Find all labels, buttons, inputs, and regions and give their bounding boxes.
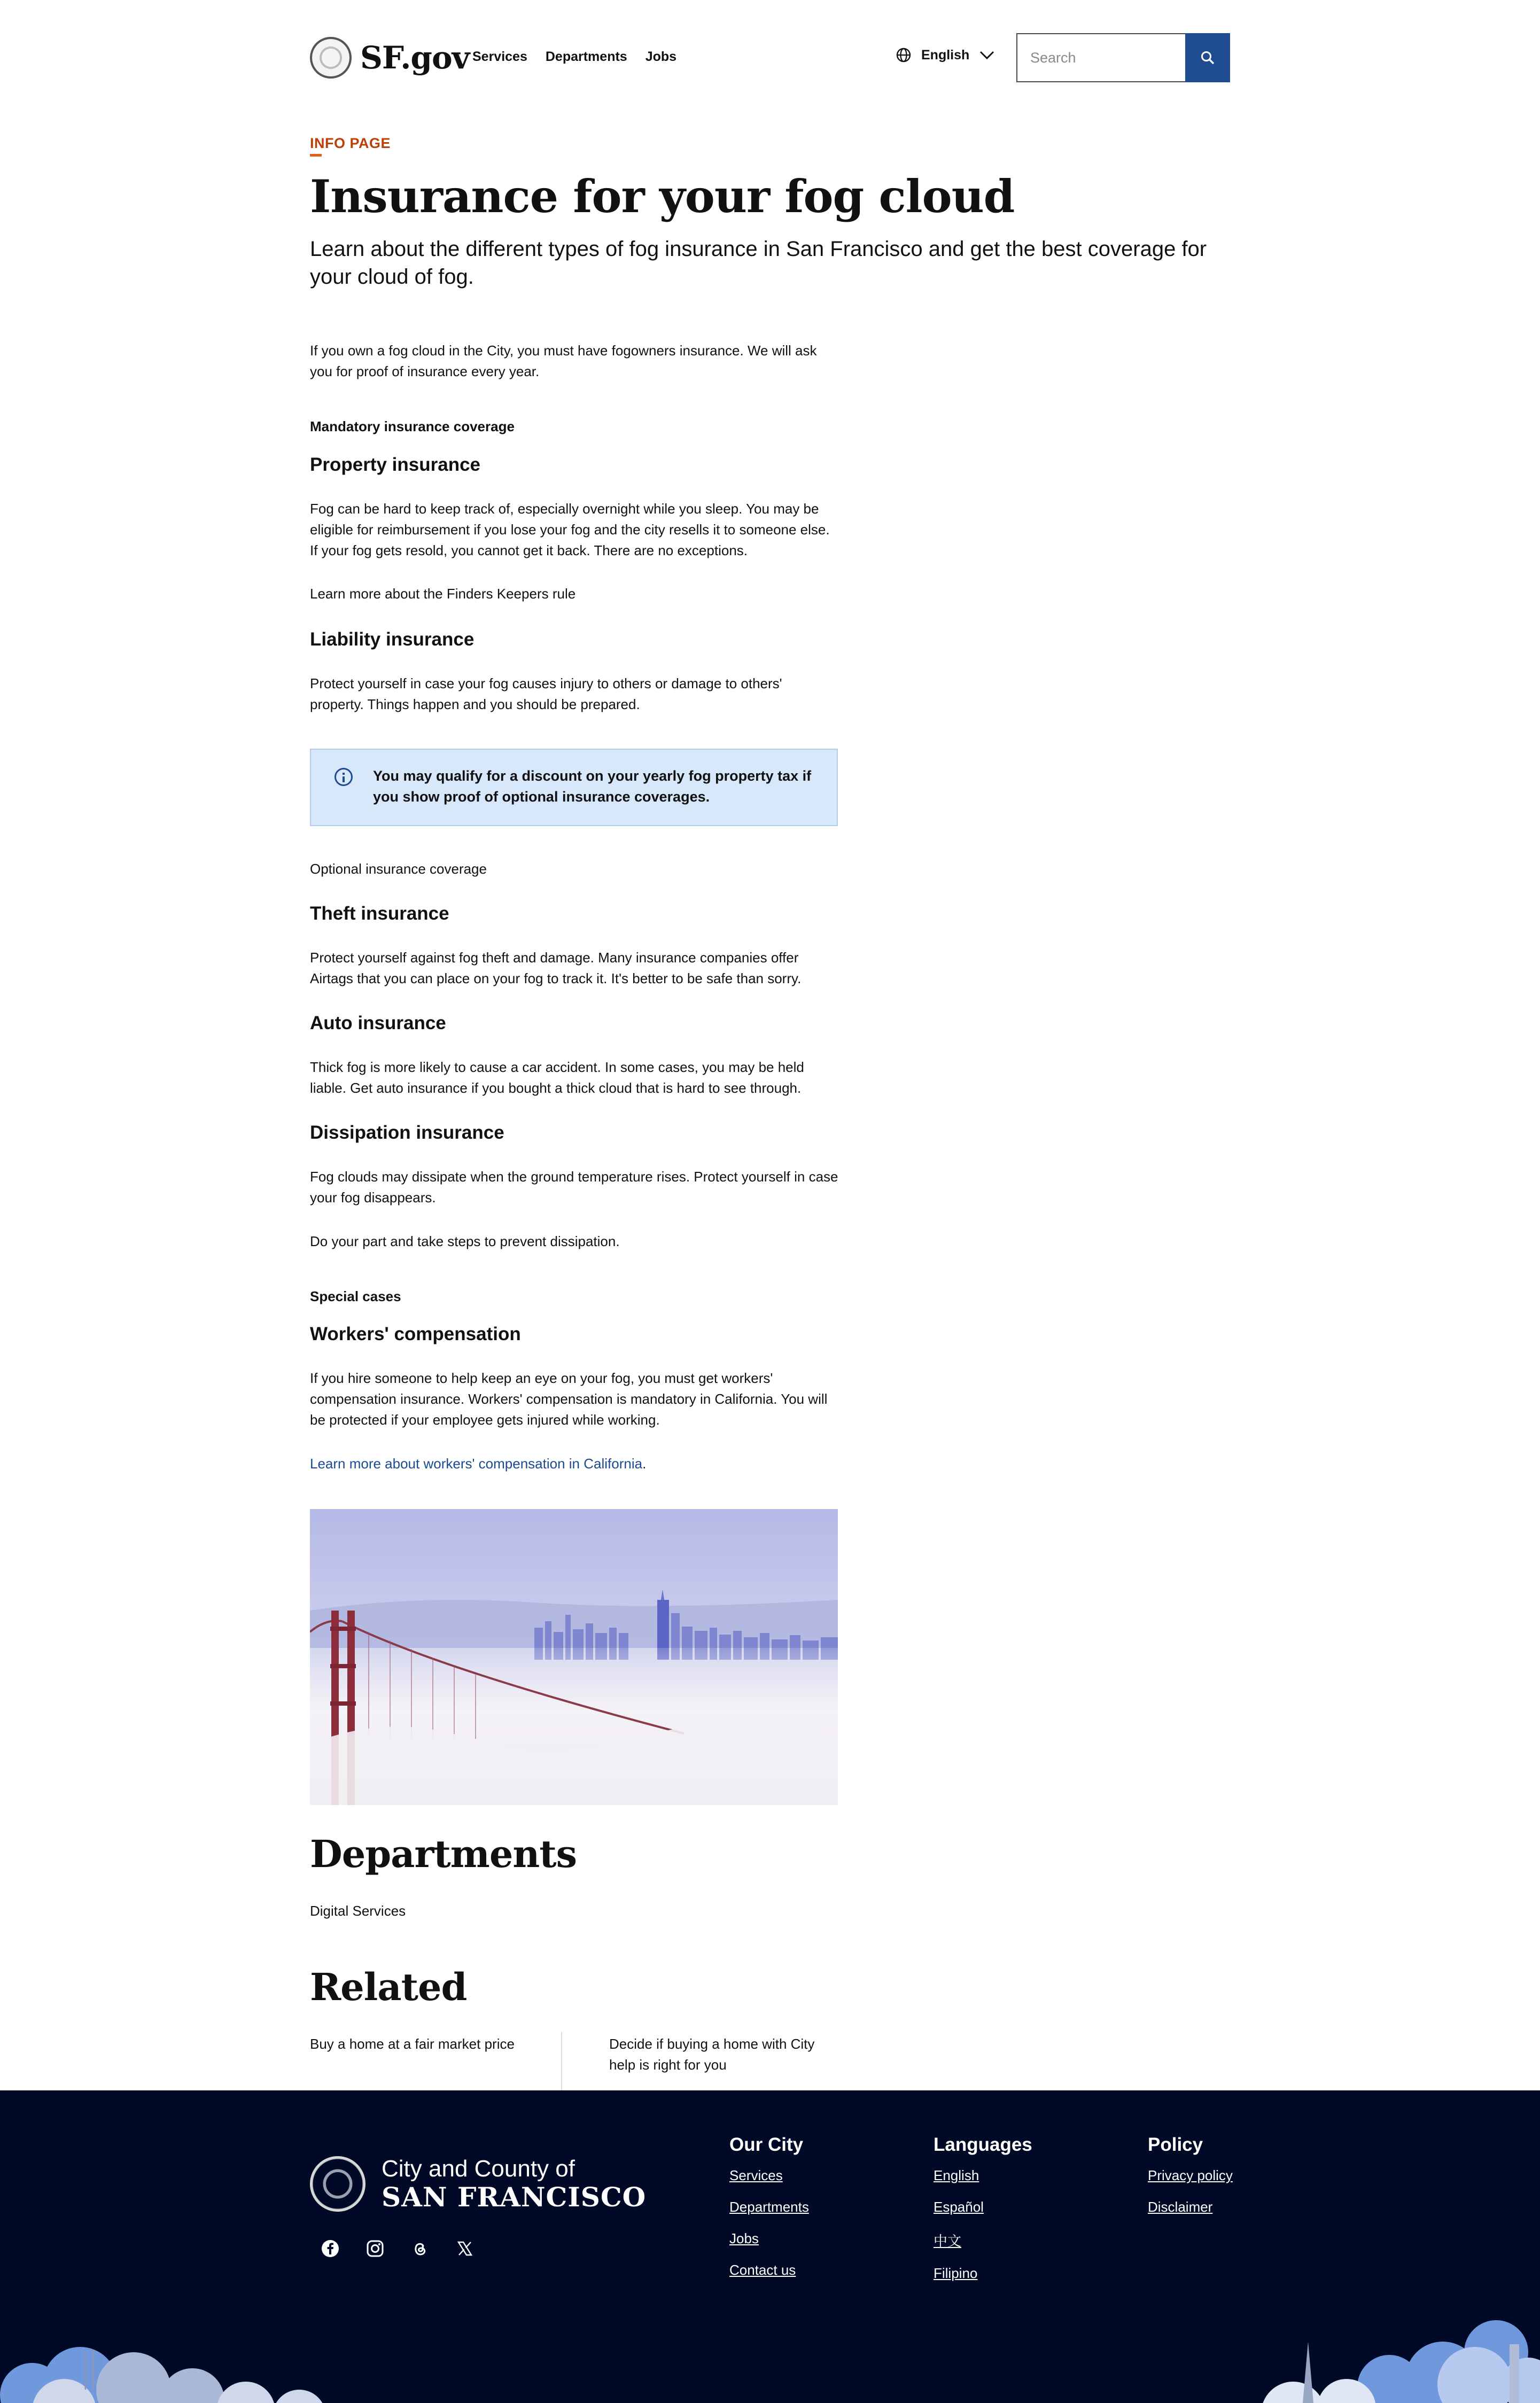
site-header [310,33,1230,82]
intro-paragraph: If you own a fog cloud in the City, you must have fogowners insurance. We will ask you for proof of insurance every year. [310,343,817,379]
logo-text: SF.gov [360,40,470,76]
footer-link-departments[interactable]: Departments [729,2199,809,2215]
x-icon[interactable] [455,2239,475,2258]
golden-gate-fog-photo [310,1509,838,1805]
footer-col-policy [1148,2134,1233,2230]
related-divider [561,2032,562,2091]
footer-link-filipino[interactable]: Filipino [934,2265,978,2281]
site-footer [0,2090,1540,2403]
footer-link-chinese[interactable]: 中文 [934,2233,962,2249]
nav-jobs[interactable]: Jobs [645,49,677,64]
page-type-label: INFO PAGE [310,135,391,151]
facebook-icon[interactable] [321,2239,340,2258]
theft-heading: Theft insurance [310,903,449,924]
departments-heading: Departments [310,1832,577,1876]
optional-heading: Optional insurance coverage [310,861,487,877]
special-cases-heading: Special cases [310,1288,401,1304]
liability-paragraph: Protect yourself in case your fog causes injury to others or damage to others' property. Things happen and you should be prepared. [310,675,782,712]
discount-callout [310,749,838,826]
city-seal-icon [310,2156,365,2212]
eyebrow-underline [310,154,322,157]
footer-link-espanol[interactable]: Español [934,2199,984,2215]
footer-link-services[interactable]: Services [729,2167,783,2183]
site-logo[interactable] [310,35,469,80]
search-button[interactable] [1185,33,1230,82]
dissipation-paragraph: Fog clouds may dissipate when the ground temperature rises. Protect yourself in case your fog disappears. [310,1169,838,1206]
main-nav [472,49,676,65]
fog-skyline-illustration [310,1509,838,1805]
auto-paragraph: Thick fog is more likely to cause a car accident. In some cases, you may be held liable. Get auto insurance if you bought a thick cloud that is hard to see through. [310,1059,804,1096]
footer-col-our-city [729,2134,809,2293]
mandatory-heading: Mandatory insurance coverage [310,418,515,434]
auto-heading: Auto insurance [310,1013,446,1033]
footer-heading-policy: Policy [1148,2134,1203,2155]
language-label: English [921,47,970,63]
footer-link-english[interactable]: English [934,2167,979,2183]
search-form [1016,33,1230,82]
chevron-down-icon [979,50,995,60]
property-heading: Property insurance [310,454,480,475]
footer-logo-line1: City and County of [382,2156,575,2182]
footer-heading-languages: Languages [934,2134,1032,2155]
page-subtitle: Learn about the different types of fog insurance in San Francisco and get the best coverage for your cloud of fog. [310,237,1207,289]
dissipation-paragraph-2: Do your part and take steps to prevent dissipation. [310,1233,620,1249]
workers-comp-heading: Workers' compensation [310,1324,521,1344]
liability-heading: Liability insurance [310,629,475,650]
page-title: Insurance for your fog cloud [310,170,1015,223]
footer-logo[interactable] [310,2156,646,2212]
footer-link-jobs[interactable]: Jobs [729,2230,759,2246]
language-selector[interactable] [896,47,995,63]
related-link-city-help[interactable]: Decide if buying a home with City help is right for you [609,2036,815,2073]
theft-paragraph: Protect yourself against fog theft and damage. Many insurance companies offer Airtags that you can place on your fog to track it. It's better to be safe than sorry. [310,950,802,986]
dissipation-heading: Dissipation insurance [310,1122,504,1143]
search-input[interactable] [1016,33,1185,82]
workers-comp-link[interactable]: Learn more about workers' compensation in California [310,1456,643,1472]
footer-logo-line2: SAN FRANCISCO [382,2181,647,2213]
footer-heading-our-city: Our City [729,2134,804,2155]
link-suffix: . [642,1456,647,1472]
sf-seal-icon [310,37,352,79]
related-heading: Related [310,1965,467,2009]
property-paragraph: Fog can be hard to keep track of, especially overnight while you sleep. You may be eligible for reimbursement if you lose your fog and the city resells it to someone else. If your fog gets resold, you cannot get it back. There are no exceptions. [310,501,830,558]
social-links [321,2239,475,2258]
footer-col-languages [934,2134,1032,2297]
instagram-icon[interactable] [365,2239,385,2258]
department-link-digital-services[interactable]: Digital Services [310,1903,406,1919]
info-icon [335,768,353,786]
workers-comp-paragraph: If you hire someone to help keep an eye on your fog, you must get workers' compensation insurance. Workers' compensation is mandatory in California. You will be protected if your employee gets injured while working. [310,1370,828,1428]
threads-icon[interactable] [410,2239,430,2258]
workers-comp-link-line [310,1453,646,1474]
callout-text: You may qualify for a discount on your yearly fog property tax if you show proof of optional insurance coverages. [373,768,812,805]
footer-link-disclaimer[interactable]: Disclaimer [1148,2199,1213,2215]
globe-icon [896,47,912,63]
related-link-fair-market[interactable]: Buy a home at a fair market price [310,2036,515,2052]
footer-link-privacy[interactable]: Privacy policy [1148,2167,1233,2183]
finders-keepers-text: Learn more about the Finders Keepers rule [310,586,576,602]
cloud-skyline-decoration [0,2320,1540,2403]
nav-services[interactable]: Services [472,49,527,64]
search-icon [1200,50,1215,65]
nav-departments[interactable]: Departments [545,49,627,64]
footer-link-contact[interactable]: Contact us [729,2262,796,2278]
